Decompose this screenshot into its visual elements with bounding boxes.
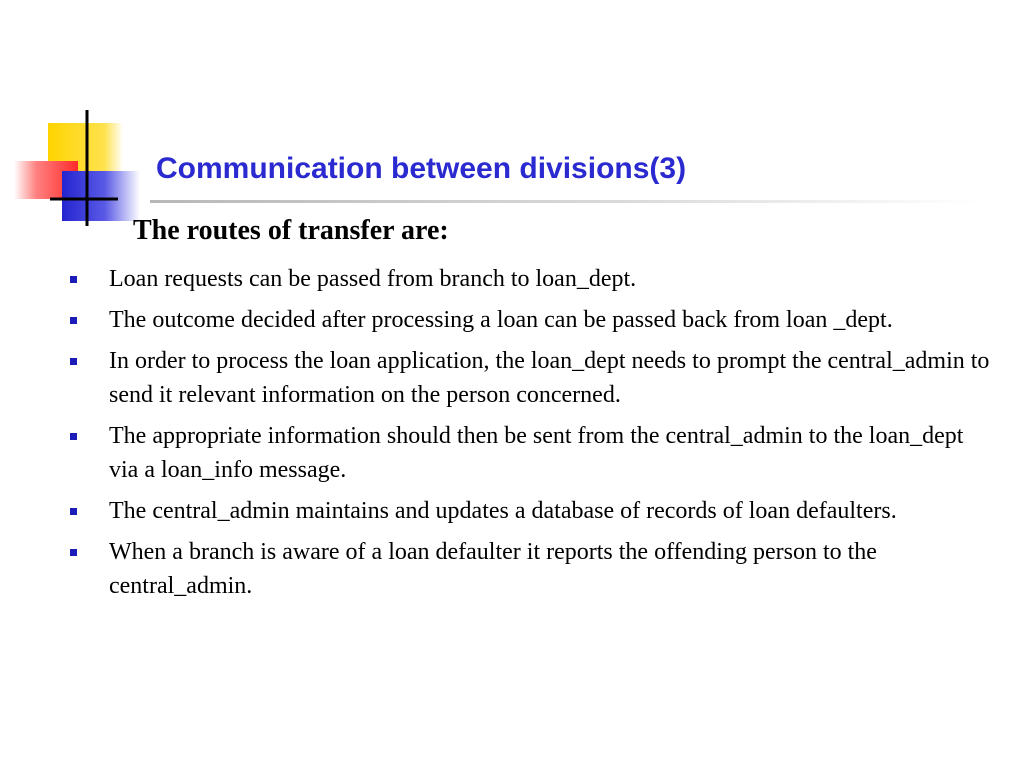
colored-squares-logo: [0, 0, 160, 240]
bullet-text: The central_admin maintains and updates a database of records of loan defaulters.: [109, 498, 897, 524]
list-item: [70, 419, 990, 487]
bullet-text: Loan requests can be passed from branch to loan_dept.: [109, 266, 637, 292]
square-bullet-icon: [70, 276, 77, 283]
slide-subheading: The routes of transfer are:: [133, 215, 449, 246]
square-bullet-icon: [70, 508, 77, 515]
bullet-text: The appropriate information should then be sent from the central_admin to the loan_dept via a loan_info message.: [109, 423, 964, 483]
square-bullet-icon: [70, 549, 77, 556]
list-item: [70, 262, 990, 296]
list-item: [70, 303, 990, 337]
bullet-text: When a branch is aware of a loan defaulter it reports the offending person to the central_admin.: [109, 539, 877, 599]
list-item: [70, 344, 990, 412]
list-item: [70, 494, 990, 528]
square-bullet-icon: [70, 317, 77, 324]
square-bullet-icon: [70, 433, 77, 440]
bullet-list: [70, 262, 990, 610]
list-item: [70, 535, 990, 603]
title-divider: [150, 200, 980, 203]
square-bullet-icon: [70, 358, 77, 365]
slide-title: Communication between divisions(3): [156, 152, 687, 185]
bullet-text: The outcome decided after processing a loan can be passed back from loan _dept.: [109, 307, 893, 333]
bullet-text: In order to process the loan application, the loan_dept needs to prompt the central_admin to send it relevant information on the person concerned.: [109, 348, 990, 408]
